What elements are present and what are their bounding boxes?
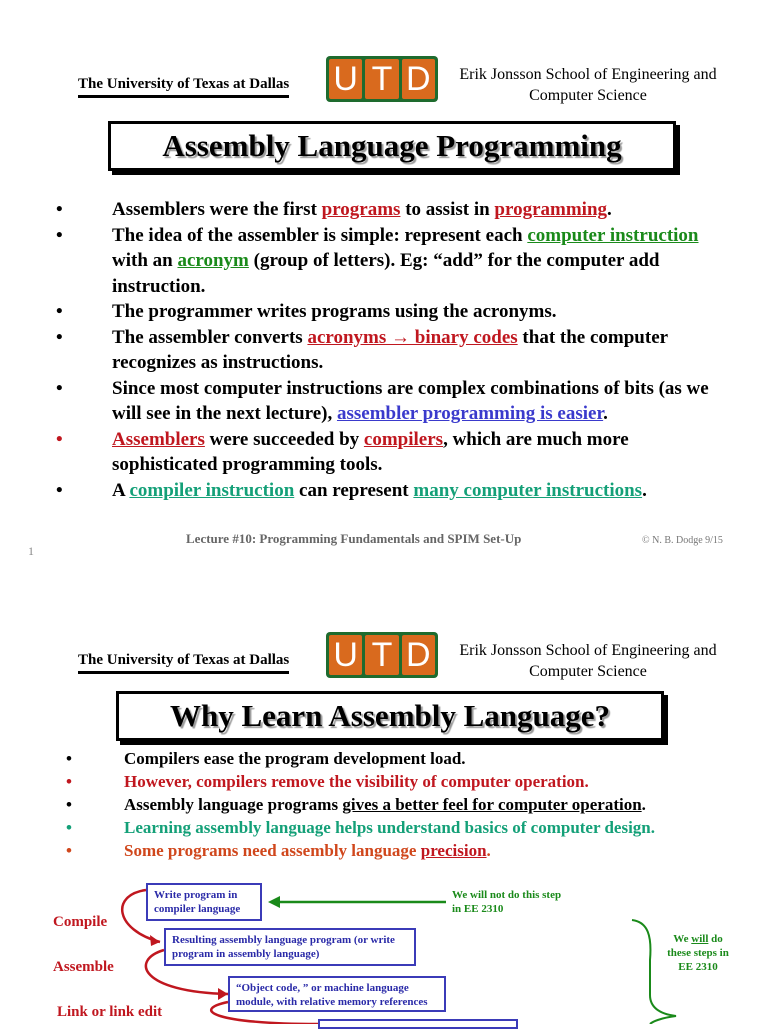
note-will-do (662, 932, 734, 974)
bullet-text: Assemblers were the first (112, 199, 322, 220)
school-name (438, 64, 738, 106)
term-acronyms-binary: acronyms → binary codes (307, 326, 518, 348)
logo-letter: D (402, 59, 435, 99)
list-item (94, 793, 744, 816)
logo-letter: T (365, 59, 398, 99)
note-will: will (691, 933, 709, 945)
list-item (82, 223, 732, 300)
bullet-list (52, 197, 732, 503)
bullet-text: with an (112, 250, 178, 271)
page-number: 1 (28, 544, 34, 558)
lecture-footer: Lecture #10: Programming Fundamentals and SPIM Set-Up (186, 531, 522, 546)
list-item (94, 747, 744, 770)
note-not-done: We will not do this step in EE 2310 (452, 889, 562, 915)
underlined-phrase: gives a better feel for computer operation (342, 795, 642, 814)
bullet-text: to assist in (400, 199, 495, 220)
term-easier: assembler programming is easier (336, 403, 604, 424)
term-programming: programming (494, 199, 608, 220)
logo-letter: U (329, 59, 362, 99)
slide-title: Why Learn Assembly Language? (116, 691, 664, 741)
list-item (82, 478, 732, 504)
copyright: © N. B. Dodge 9/15 (642, 535, 723, 546)
bullet-text: The idea of the assembler is simple: represent each (112, 224, 528, 246)
list-item (82, 197, 732, 223)
university-name: The University of Texas at Dallas (78, 76, 289, 98)
term-compilers: compilers (363, 428, 444, 450)
bullet-text: . (603, 403, 608, 424)
slide-title: Assembly Language Programming (108, 121, 676, 171)
bullet-text: , which are much more sophisticated programming tools. (112, 428, 629, 475)
utd-logo (326, 56, 438, 102)
bullet-text: However, compilers remove the visibility of computer operation. (124, 772, 589, 791)
bullet-text: can represent (294, 479, 414, 501)
school-line: Erik Jonsson School of Engineering and (459, 642, 717, 659)
bullet-text: . (607, 199, 612, 220)
term-assemblers: Assemblers (112, 428, 205, 450)
arrow-head (218, 988, 228, 1000)
school-line: Computer Science (529, 663, 647, 680)
bullet-text: A (112, 479, 130, 501)
bullet-text: The programmer writes programs using the acronyms. (112, 301, 557, 322)
bullet-text: The assembler converts (112, 326, 308, 348)
step-assemble: Assemble (53, 959, 114, 975)
list-item (94, 839, 744, 862)
list-item (94, 816, 744, 839)
flow-box-assembly: Resulting assembly language program (or write program in assembly language) (164, 928, 416, 966)
logo-letter: T (365, 635, 398, 675)
step-compile: Compile (53, 914, 108, 930)
bullet-text: Assembly language programs (124, 795, 343, 814)
logo-letter: U (329, 635, 362, 675)
list-item (82, 299, 732, 325)
note-text: do these steps in EE 2310 (667, 933, 729, 973)
list-item (82, 325, 732, 376)
bullet-text: Learning assembly language helps understand basics of computer design. (124, 818, 656, 837)
bullet-text: were succeeded by (204, 428, 364, 450)
list-item (82, 427, 732, 478)
term-many-instructions: many computer instructions (413, 479, 643, 501)
term-acronym: acronym (177, 250, 249, 271)
bullet-text: Compilers ease the program development load. (124, 749, 466, 768)
note-text: We (673, 933, 692, 945)
step-link: Link or link edit (57, 1004, 163, 1020)
flow-box-compiler: Write program in compiler language (146, 883, 262, 921)
bullet-text: that the computer recognizes as instructions. (112, 326, 668, 373)
flow-box-object-code: “Object code, ” or machine language module, with relative memory references (228, 976, 446, 1012)
logo-letter: D (402, 635, 435, 675)
bullet-text: (group of letters). Eg: “add” for the computer add instruction. (112, 250, 660, 297)
school-line: Computer Science (529, 87, 647, 104)
term-programs: programs (321, 199, 401, 220)
school-name (438, 640, 738, 682)
bullet-text: . (642, 479, 647, 501)
bullet-text: Some programs need assembly language (124, 841, 421, 860)
term-computer-instruction: computer instruction (527, 224, 699, 246)
flow-box-next (318, 1019, 518, 1029)
utd-logo (326, 632, 438, 678)
term-compiler-instruction: compiler instruction (129, 479, 295, 501)
list-item (94, 770, 744, 793)
arrow-head (268, 896, 280, 908)
university-name: The University of Texas at Dallas (78, 652, 289, 674)
bullet-list (64, 747, 744, 862)
list-item (82, 376, 732, 427)
bullet-text: Since most computer instructions are complex combinations of bits (as we will see in the next lecture), (112, 377, 709, 424)
bullet-text: . (641, 795, 646, 814)
school-line: Erik Jonsson School of Engineering and (459, 66, 717, 83)
term-precision: precision (420, 841, 487, 860)
bullet-text: . (486, 841, 491, 860)
